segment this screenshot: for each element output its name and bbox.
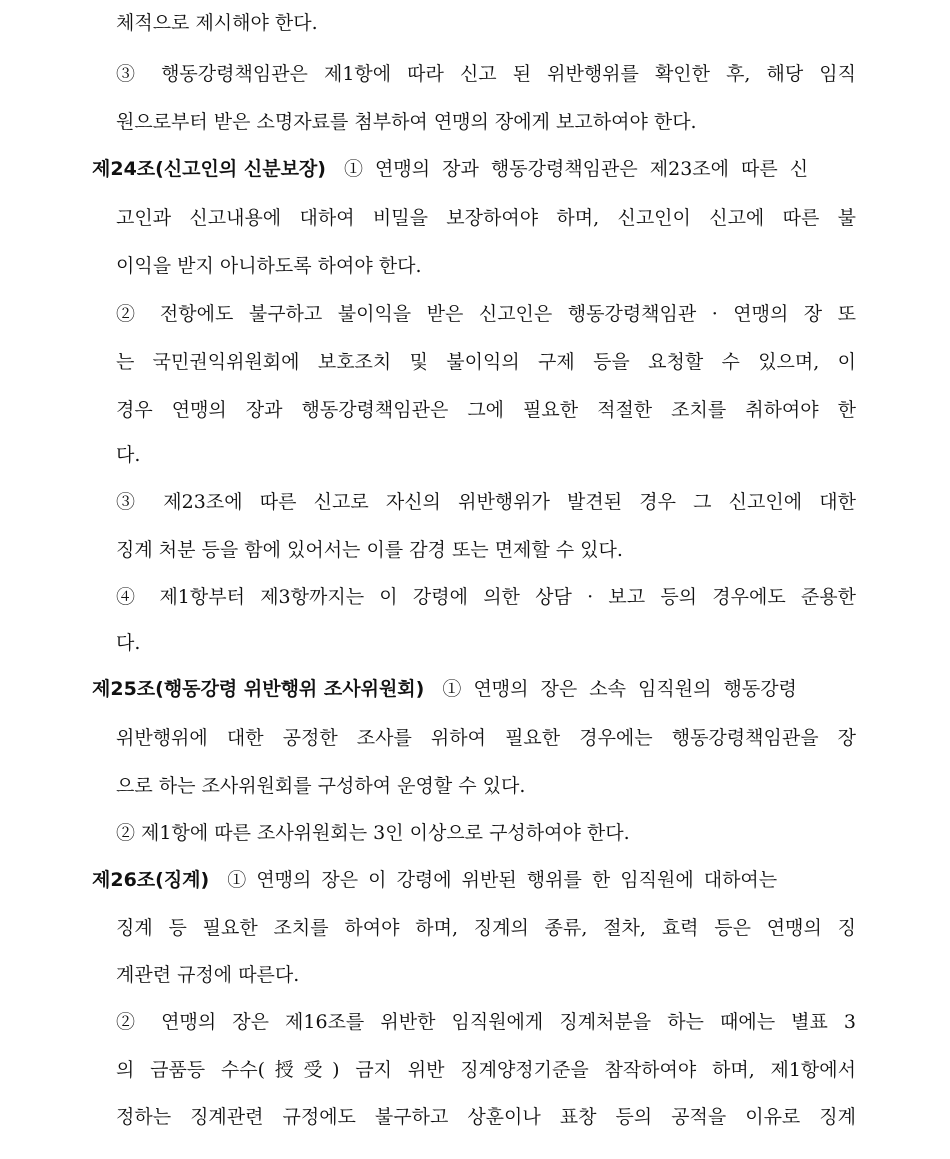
text-line: ② 제1항에 따른 조사위원회는 3인 이상으로 구성하여야 한다. <box>116 822 630 844</box>
text-line: 고인과 신고내용에 대하여 비밀을 보장하여야 하며, 신고인이 신고에 따른 불 <box>116 207 856 229</box>
article-title: 제24조(신고인의 신분보장) <box>92 158 326 180</box>
article-body: ① 연맹의 장은 소속 임직원의 행동강령 <box>442 678 797 700</box>
text-line: 원으로부터 받은 소명자료를 첨부하여 연맹의 장에게 보고하여야 한다. <box>116 111 697 133</box>
text-line: 경우 연맹의 장과 행동강령책임관은 그에 필요한 적절한 조치를 취하여야 한 <box>116 399 856 421</box>
text-line: 의 금품등 수수(授受) 금지 위반 징계양정기준을 참작하여야 하며, 제1항에서 <box>116 1059 856 1081</box>
text-line: ② 전항에도 불구하고 불이익을 받은 신고인은 행동강령책임관 · 연맹의 장 또 <box>116 303 856 325</box>
text-line: 다. <box>116 444 141 466</box>
text-line: ④ 제1항부터 제3항까지는 이 강령에 의한 상담 · 보고 등의 경우에도 준용한 <box>116 586 856 608</box>
text-line: ② 연맹의 장은 제16조를 위반한 임직원에게 징계처분을 하는 때에는 별표 3 <box>116 1011 856 1033</box>
text-line: ③ 제23조에 따른 신고로 자신의 위반행위가 발견된 경우 그 신고인에 대한 <box>116 491 856 513</box>
text-line: 으로 하는 조사위원회를 구성하여 운영할 수 있다. <box>116 775 526 797</box>
article-body: ① 연맹의 장과 행동강령책임관은 제23조에 따른 신 <box>344 158 809 180</box>
text-line: 징계 등 필요한 조치를 하여야 하며, 징계의 종류, 절차, 효력 등은 연맹의 징 <box>116 917 856 939</box>
text-line: 위반행위에 대한 공정한 조사를 위하여 필요한 경우에는 행동강령책임관을 장 <box>116 727 856 749</box>
article-25-heading-line <box>92 677 856 701</box>
text-line: 징계 처분 등을 함에 있어서는 이를 감경 또는 면제할 수 있다. <box>116 539 623 561</box>
text-line: 는 국민권익위원회에 보호조치 및 불이익의 구제 등을 요청할 수 있으며, 이 <box>116 351 856 373</box>
article-title: 제25조(행동강령 위반행위 조사위원회) <box>92 678 425 700</box>
text-line: 정하는 징계관련 규정에도 불구하고 상훈이나 표창 등의 공적을 이유로 징계 <box>116 1106 856 1128</box>
article-title: 제26조(징계) <box>92 869 210 891</box>
text-line: 계관련 규정에 따른다. <box>116 964 300 986</box>
text-line: 이익을 받지 아니하도록 하여야 한다. <box>116 255 422 277</box>
text-line: ③ 행동강령책임관은 제1항에 따라 신고 된 위반행위를 확인한 후, 해당 임직 <box>116 63 856 85</box>
text-line: 다. <box>116 632 141 654</box>
text-line: 체적으로 제시해야 한다. <box>116 12 318 34</box>
article-24-heading-line <box>92 157 856 181</box>
article-26-heading-line <box>92 868 856 892</box>
article-body: ① 연맹의 장은 이 강령에 위반된 행위를 한 임직원에 대하여는 <box>227 869 778 891</box>
